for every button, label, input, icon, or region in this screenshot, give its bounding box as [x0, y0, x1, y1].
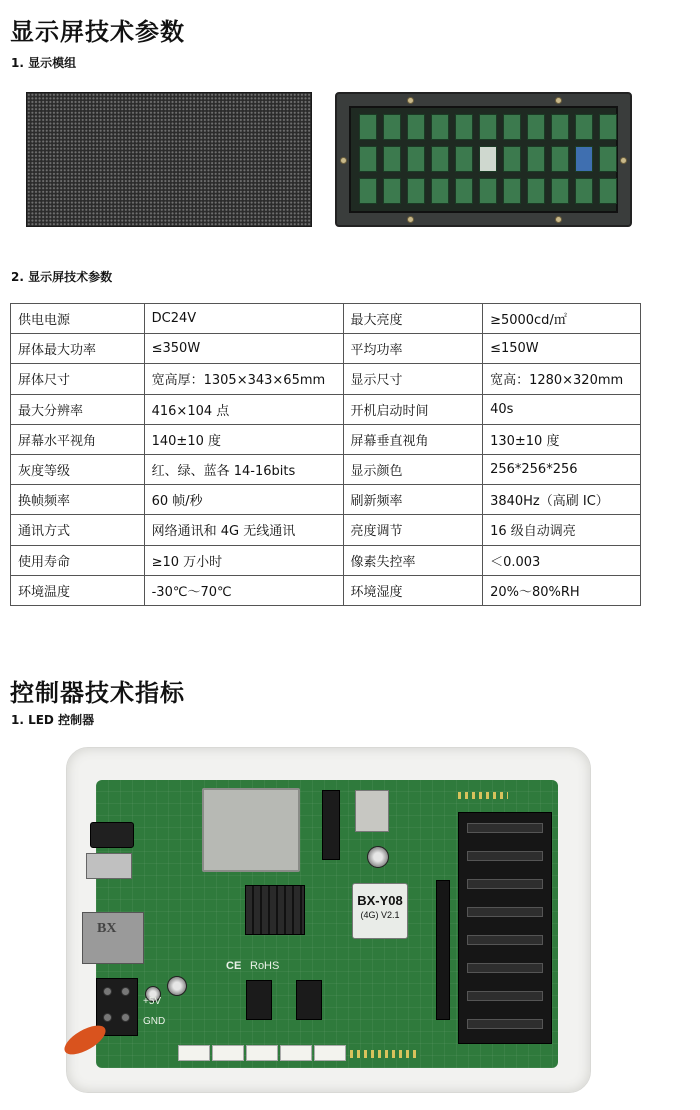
spec-label: 开机启动时间: [343, 394, 483, 424]
spec-value: ＜0.003: [483, 545, 641, 575]
spec-label: 屏幕水平视角: [11, 424, 145, 454]
spec-value: 宽高厚：1305×343×65mm: [144, 364, 343, 394]
chip: [246, 980, 272, 1020]
spec-value: 60 帧/秒: [144, 485, 343, 515]
spec-row: [11, 334, 641, 364]
spec-value: ≤150W: [483, 334, 641, 364]
spec-label: 显示尺寸: [343, 364, 483, 394]
spec-value: 16 级自动调亮: [483, 515, 641, 545]
spec-value: -30℃～70℃: [144, 575, 343, 605]
spec-label: 环境温度: [11, 575, 145, 605]
spec-value: 416×104 点: [144, 394, 343, 424]
wire-connector: [314, 1045, 346, 1061]
audio-jack: [90, 822, 134, 848]
driver-chip-row: [436, 880, 450, 1020]
spec-value: 140±10 度: [144, 424, 343, 454]
led-module-front-image: [26, 92, 312, 227]
model-name: BX-Y08: [357, 893, 403, 908]
spec-row: [11, 515, 641, 545]
wire-connector: [280, 1045, 312, 1061]
spec-row: [11, 575, 641, 605]
hub-connector-bank: [458, 812, 552, 1044]
subsection-display-module: 1. 显示模组: [11, 56, 77, 70]
bx-logo: BX: [97, 921, 117, 936]
spec-value: 20%～80%RH: [483, 575, 641, 605]
spec-value: 130±10 度: [483, 424, 641, 454]
spec-label: 最大亮度: [343, 304, 483, 334]
subsection-led-controller: 1. LED 控制器: [11, 713, 95, 727]
ethernet-port: [82, 912, 144, 964]
spec-value: 40s: [483, 394, 641, 424]
model-version: (4G) V2.1: [360, 910, 400, 920]
led-module-back-image: [335, 92, 632, 227]
spec-value: ≥5000cd/㎡: [483, 304, 641, 334]
spec-value: 256*256*256: [483, 454, 641, 484]
spec-label: 显示颜色: [343, 454, 483, 484]
rohs-mark: RoHS: [250, 960, 280, 972]
spec-label: 通讯方式: [11, 515, 145, 545]
pin-header: [458, 792, 508, 799]
spec-row: [11, 424, 641, 454]
spec-row: [11, 485, 641, 515]
spec-value: DC24V: [144, 304, 343, 334]
wire-connector: [178, 1045, 210, 1061]
display-spec-table: [10, 303, 641, 606]
spec-label: 使用寿命: [11, 545, 145, 575]
spec-label: 屏体尺寸: [11, 364, 145, 394]
usb-port: [86, 853, 132, 879]
spec-label: 屏幕垂直视角: [343, 424, 483, 454]
plus5v-label: +5V: [143, 996, 162, 1007]
spec-label: 亮度调节: [343, 515, 483, 545]
capacitor: [367, 846, 389, 868]
wire-connector: [246, 1045, 278, 1061]
spec-label: 灰度等级: [11, 454, 145, 484]
spec-row: [11, 545, 641, 575]
spec-row: [11, 394, 641, 424]
spec-label: 刷新频率: [343, 485, 483, 515]
spec-value: ≥10 万小时: [144, 545, 343, 575]
sim-slot: [355, 790, 389, 832]
gnd-label: GND: [143, 1016, 166, 1027]
spec-label: 像素失控率: [343, 545, 483, 575]
spec-value: 网络通讯和 4G 无线通讯: [144, 515, 343, 545]
heatsink: [245, 885, 305, 935]
spec-label: 供电电源: [11, 304, 145, 334]
subsection-display-specs: 2. 显示屏技术参数: [11, 270, 113, 284]
spec-value: 宽高：1280×320mm: [483, 364, 641, 394]
section-title-controller: 控制器技术指标: [10, 679, 185, 707]
spec-value: ≤350W: [144, 334, 343, 364]
spec-value: 红、绿、蓝各 14-16bits: [144, 454, 343, 484]
chip: [296, 980, 322, 1020]
4g-module: [202, 788, 300, 872]
spec-row: [11, 454, 641, 484]
spec-row: [11, 364, 641, 394]
model-label: [352, 883, 408, 939]
spec-label: 环境湿度: [343, 575, 483, 605]
section-title-display: 显示屏技术参数: [10, 18, 185, 46]
spec-label: 平均功率: [343, 334, 483, 364]
spec-value: 3840Hz（高刷 IC）: [483, 485, 641, 515]
capacitor: [167, 976, 187, 996]
spec-label: 换帧频率: [11, 485, 145, 515]
ce-mark: CE: [226, 960, 242, 972]
ribbon-slot: [322, 790, 340, 860]
spec-label: 屏体最大功率: [11, 334, 145, 364]
pin-header: [350, 1050, 420, 1058]
spec-row: [11, 304, 641, 334]
wire-connector: [212, 1045, 244, 1061]
spec-label: 最大分辨率: [11, 394, 145, 424]
